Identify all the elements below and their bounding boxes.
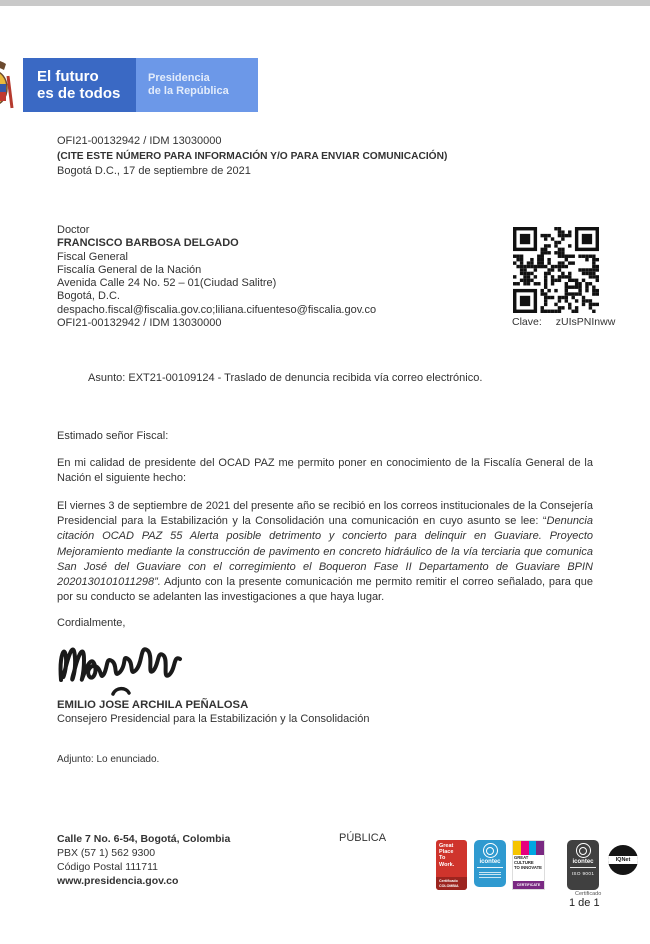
paragraph-2-intro: El viernes 3 de septiembre de 2021 del presente año se recibió en los correos institucionales de la Consejería Presidencial para la Estabilización y la Consolidación una comunicación en cuyo asunto se lee: “ (57, 500, 593, 528)
recipient-salutation: Doctor (57, 224, 90, 236)
greeting: Estimado señor Fiscal: (57, 430, 169, 442)
clave-value: zUIsPNInww (555, 316, 616, 328)
great-culture-to-innovate-badge-icon (512, 840, 545, 890)
recipient-entity: Fiscalía General de la Nación (57, 263, 202, 276)
slogan-line1: El futuro (37, 68, 99, 85)
date-line: Bogotá D.C., 17 de septiembre de 2021 (57, 165, 251, 177)
footer-postal: Código Postal 111711 (57, 861, 158, 873)
certificate-label: Certificado (575, 891, 602, 897)
footer-address-block (57, 832, 230, 888)
icontec-blue-smallprint (477, 867, 503, 878)
government-slogan-logo (23, 58, 136, 112)
coat-of-arms-icon (0, 58, 15, 112)
icontec-dark-logo-icon (576, 843, 591, 858)
attachment-note: Adjunto: Lo enunciado. (57, 754, 160, 765)
qr-code (513, 227, 599, 313)
gcti-certificate-label: CERTIFICATE (513, 881, 544, 889)
gptw-line1: Great (439, 843, 454, 849)
slogan-line2: es de todos (37, 85, 121, 102)
recipient-title: Fiscal General (57, 250, 128, 263)
gptw-line4: Work. (439, 861, 455, 868)
icontec-iso9001-badge-icon (567, 840, 599, 890)
gptw-line2: Place (439, 849, 454, 856)
paragraph-2 (57, 499, 593, 605)
gptw-line3: To (439, 855, 446, 862)
icontec-dark-label: icontec (572, 859, 594, 865)
gptw-certificado: Certificado (439, 879, 458, 884)
recipient-address: Avenida Calle 24 No. 52 – 01(Ciudad Salitre) (57, 277, 277, 290)
classification-label: PÚBLICA (339, 832, 387, 844)
signer-title: Consejero Presidencial para la Estabilización y la Consolidación (57, 713, 370, 725)
footer-street: Calle 7 No. 6-54, Bogotá, Colombia (57, 833, 231, 845)
iqnet-badge-icon (608, 845, 638, 875)
closing: Cordialmente, (57, 617, 126, 629)
great-place-to-work-badge-icon (436, 840, 467, 890)
recipient-block (57, 224, 376, 330)
recipient-name: FRANCISCO BARBOSA DELGADO (57, 237, 239, 250)
paragraph-2-outro: Adjunto con la presente comunicación me permito remitir el correo señalado, para que por su conducto se adelanten las investigaciones a que haya lugar. (57, 576, 593, 604)
subject-line: Asunto: EXT21-00109124 - Traslado de denuncia recibida vía correo electrónico. (88, 372, 483, 384)
top-border (0, 0, 650, 6)
iqnet-label: IQNet (608, 856, 638, 864)
page-indicator: 1 de 1 (569, 897, 600, 909)
icontec-blue-badge-icon (474, 840, 506, 887)
clave-label: Clave: (512, 316, 542, 328)
recipient-reference: OFI21-00132942 / IDM 13030000 (57, 317, 222, 330)
entity-line2: de la República (148, 85, 229, 97)
paragraph-1: En mi calidad de presidente del OCAD PAZ me permito poner en conocimiento de la Fiscalía General de la Nación el siguiente hecho: (57, 457, 593, 484)
clave-row (512, 316, 615, 328)
iso-9001-label: ISO 9001 (570, 867, 596, 876)
footer-website: www.presidencia.gov.co (57, 875, 179, 887)
gcti-line1: GREAT CULTURE (514, 855, 534, 865)
recipient-city: Bogotá, D.C. (57, 290, 120, 303)
icontec-blue-label: icontec (479, 859, 501, 865)
entity-line1: Presidencia (148, 72, 210, 84)
recipient-emails: despacho.fiscal@fiscalia.gov.co;liliana.cifuenteso@fiscalia.gov.co (57, 303, 377, 316)
signer-name: EMILIO JOSE ARCHILA PEÑALOSA (57, 699, 249, 711)
icontec-logo-icon (483, 843, 498, 858)
reference-block (57, 134, 447, 179)
paragraph-2-quote: Denuncia citación OCAD PAZ 55 Alerta posible detrimento y concierto para delinquir en Guaviare. Proyecto Mejoramiento mediante la construcción de pavimento en concreto hidráulico de la vía terciaria que comunica San José del Guaviare con el corregimiento el Boqueron Fase II Departamento de Guaviare BPIN 2020130101011298”. (57, 515, 593, 589)
gcti-color-strip (513, 841, 544, 855)
gptw-colombia: COLOMBIA (439, 883, 459, 888)
reference-number: OFI21-00132942 / IDM 13030000 (57, 135, 222, 147)
certification-badges (436, 840, 638, 890)
gcti-line2: TO INNOVATE (514, 864, 542, 870)
reference-note: (CITE ESTE NÚMERO PARA INFORMACIÓN Y/O PARA ENVIAR COMUNICACIÓN) (57, 151, 448, 162)
presidencia-logo (136, 58, 258, 112)
signature-scribble (55, 634, 205, 700)
footer-pbx: PBX (57 1) 562 9300 (57, 847, 156, 859)
